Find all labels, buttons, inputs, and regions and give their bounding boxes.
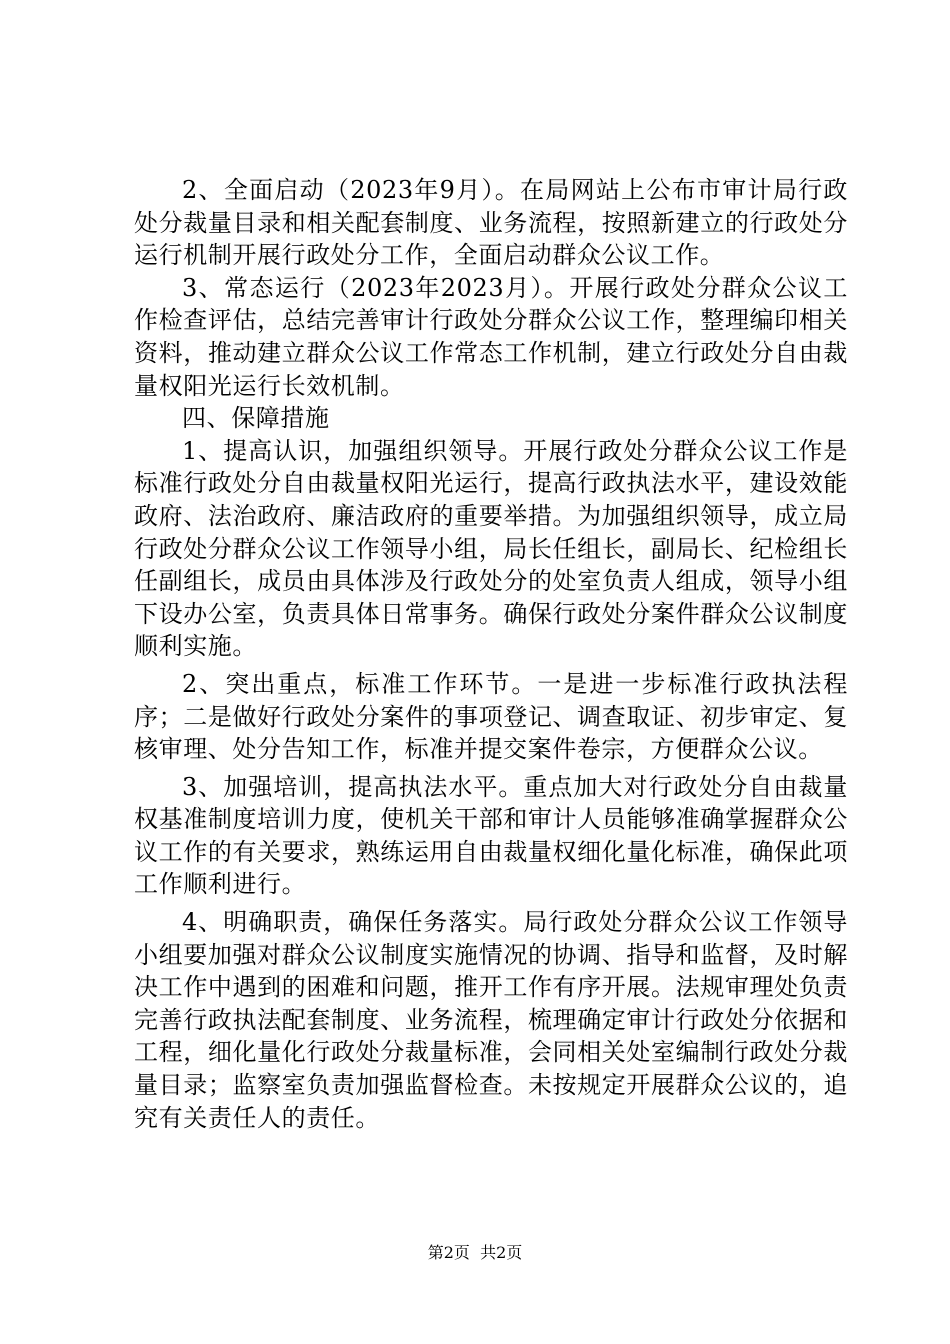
- paragraph-launch-phase: 2、全面启动（2023年9月）。在局网站上公布市审计局行政处分裁量目录和相关配套制度、业务流程，按照新建立的行政处分运行机制开展行政处分工作，全面启动群众公议工作。: [134, 176, 848, 270]
- page-footer: [0, 1243, 950, 1263]
- paragraph-leadership: 1、提高认识，加强组织领导。开展行政处分群众公议工作是标准行政处分自由裁量权阳光运行，提高行政执法水平，建设效能政府、法治政府、廉洁政府的重要举措。为加强组织领导，成立局行政处分群众公议工作领导小组，局长任组长，副局长、纪检组长任副组长，成员由具体涉及行政处分的处室负责人组成，领导小组下设办公室，负责具体日常事务。确保行政处分案件群众公议制度顺利实施。: [134, 436, 848, 661]
- paragraph-responsibilities: 4、明确职责，确保任务落实。局行政处分群众公议工作领导小组要加强对群众公议制度实施情况的协调、指导和监督，及时解决工作中遇到的困难和问题，推开工作有序开展。法规审理处负责完善行政执法配套制度、业务流程，梳理确定审计行政处分依据和工程，细化量化行政处分裁量标准，会同相关处室编制行政处分裁量目录；监察室负责加强监督检查。未按规定开展群众公议的，追究有关责任人的责任。: [134, 908, 848, 1132]
- document-body: [134, 174, 848, 1134]
- paragraph-normal-operation: 3、常态运行（2023年2023月）。开展行政处分群众公议工作检查评估，总结完善审计行政处分群众公议工作，整理编印相关资料，推动建立群众公议工作常态工作机制，建立行政处分自由裁量权阳光运行长效机制。: [134, 273, 848, 400]
- paragraph-training: 3、加强培训，提高执法水平。重点加大对行政处分自由裁量权基准制度培训力度，使机关干部和审计人员能够准确掌握群众公议工作的有关要求，熟练运用自由裁量权细化量化标准，确保此项工作顺利进行。: [134, 772, 848, 899]
- paragraph-key-points: 2、突出重点，标准工作环节。一是进一步标准行政执法程序；二是做好行政处分案件的事项登记、调查取证、初步审定、复核审理、处分告知工作，标准并提交案件卷宗，方便群众公议。: [134, 669, 848, 764]
- section-heading-safeguards: 四、保障措施: [182, 404, 330, 433]
- page-number: 第2页 共2页: [427, 1243, 523, 1262]
